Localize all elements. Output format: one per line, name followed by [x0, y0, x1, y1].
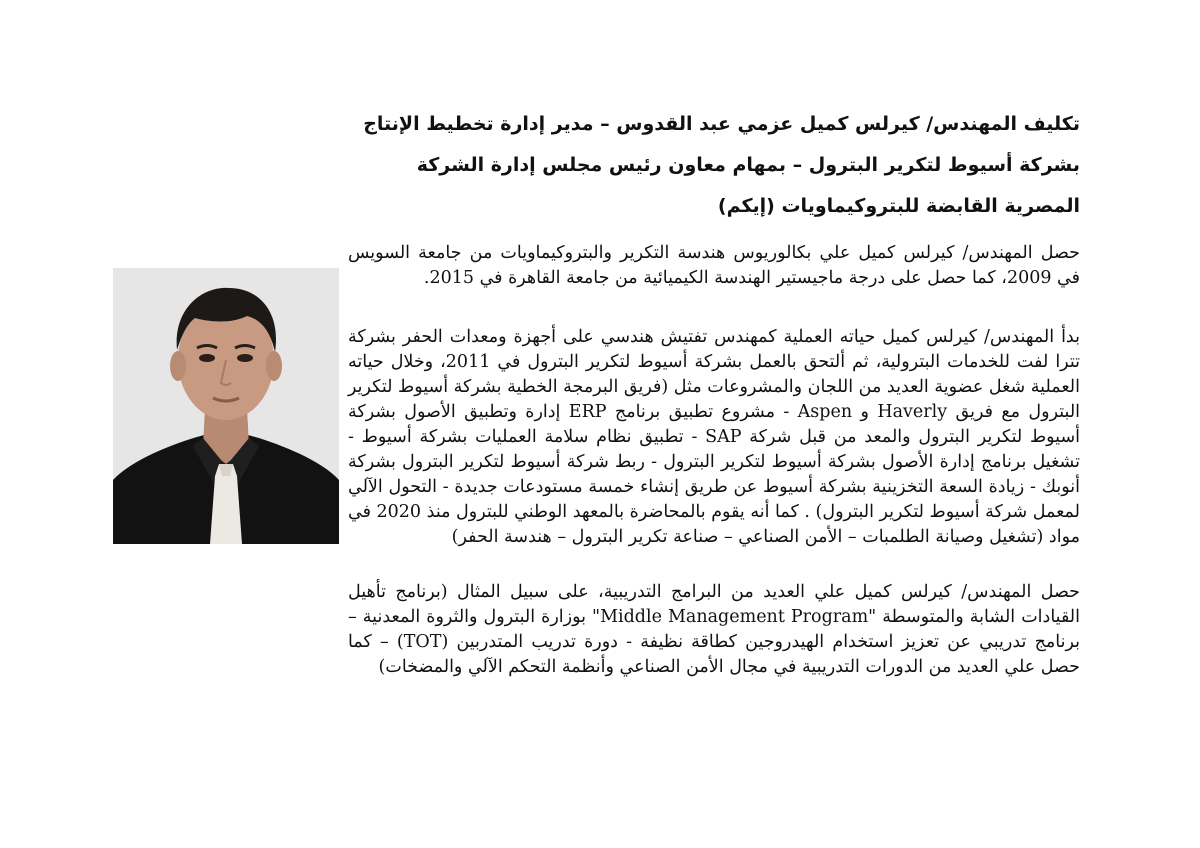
- education-paragraph: حصل المهندس/ كيرلس كميل علي بكالوريوس هندسة التكرير والبتروكيماويات من جامعة السويس في 2009، كما حصل على درجة ماجيستير الهندسة الكيميائية من جامعة القاهرة في 2015.: [348, 243, 1080, 288]
- person-portrait-icon: [113, 268, 339, 544]
- article-body: [348, 104, 1080, 710]
- career-paragraph: بدأ المهندس/ كيرلس كميل حياته العملية كمهندس تفتيش هندسي على أجهزة ومعدات الحفر بشركة تترا لفت للخدمات البترولية، ثم ألتحق بالعمل بشركة أسيوط لتكرير البترول في 2011، وخلال حياته العملية شغل عضوية العديد من اللجان والمشروعات مثل (فريق البرمجة الخطية بشركة أسيوط لتكرير البترول مع فريق Haverly و Aspen - مشروع تطبيق برنامج ERP إدارة وتطبيق الأصول بشركة أسيوط لتكرير البترول والمعد من قبل شركة SAP - تطبيق نظام سلامة العمليات بشركة أسيوط - تشغيل برنامج إدارة الأصول بشركة أسيوط لتكرير البترول - ربط شركة أسيوط لتكرير البترول بشركة أنوبك - زيادة السعة التخزينية بشركة أسيوط عن طريق إنشاء خمسة مستودعات جديدة - التحول الآلي لمعمل شركة أسيوط لتكرير البترول) . كما أنه يقوم بالمحاضرة بالمعهد الوطني للبترول منذ 2020 في مواد (تشغيل وصيانة الطلمبات – الأمن الصناعي – صناعة تكرير البترول – هندسة الحفر): [348, 327, 1081, 547]
- portrait-photo: [113, 268, 339, 544]
- article-heading: تكليف المهندس/ كيرلس كميل عزمي عبد القدوس – مدير إدارة تخطيط الإنتاج بشركة أسيوط لتكرير البترول – بمهام معاون رئيس مجلس إدارة الشركة المصرية القابضة للبتروكيماويات (إيكم): [363, 113, 1080, 217]
- training-paragraph: حصل المهندس/ كيرلس كميل علي العديد من البرامج التدريبية، على سبيل المثال (برنامج تأهيل القيادات الشابة والمتوسطة "Middle Management Program" بوزارة البترول والثروة المعدنية – برنامج تدريبي عن تعزيز استخدام الهيدروجين كطاقة نظيفة - دورة تدريب المتدربين (TOT) – كما حصل علي العديد من الدورات التدريبية في مجال الأمن الصناعي وأنظمة التحكم الآلي والمضخات): [348, 582, 1080, 677]
